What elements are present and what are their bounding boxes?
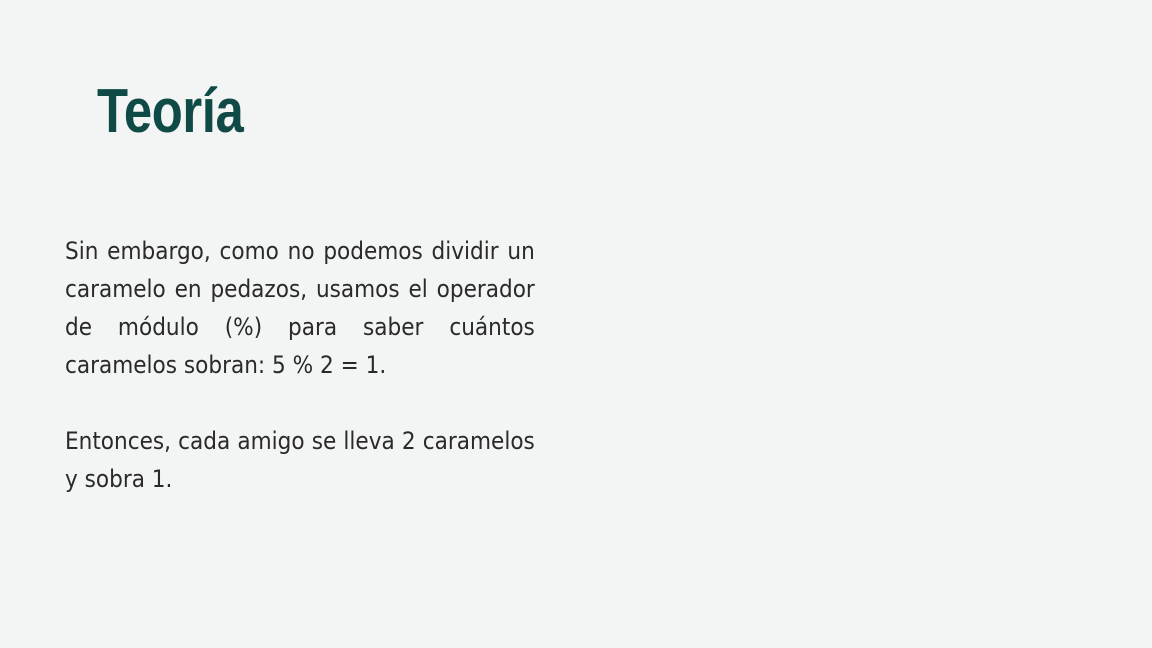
slide-body bbox=[65, 232, 535, 498]
paragraph-modulo-explanation: Sin embargo, como no podemos dividir un caramelo en pedazos, usamos el operador de módulo (%) para saber cuántos caramelos sobran: 5 % 2 = 1. bbox=[65, 237, 535, 379]
slide-title: Teoría bbox=[97, 77, 244, 146]
paragraph-conclusion: Entonces, cada amigo se lleva 2 caramelos y sobra 1. bbox=[65, 427, 535, 493]
